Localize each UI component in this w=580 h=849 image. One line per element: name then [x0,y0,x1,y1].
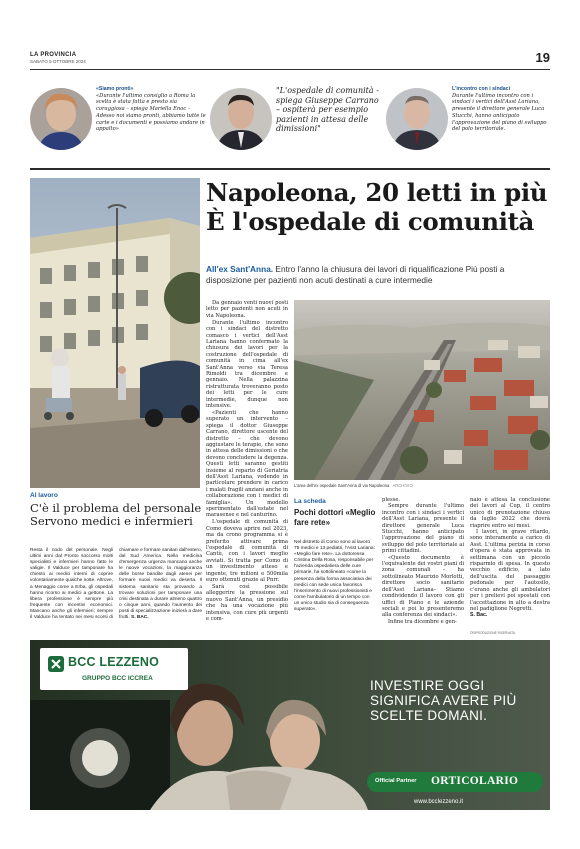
masthead [30,52,550,68]
headline-line-1: Napoleona, 20 letti in più [206,178,548,207]
article-column-1 [206,300,288,623]
sidebar-title: C'è il problema del personale Servono medici e infermieri [30,501,202,528]
paragraph: Sarà così possibile alleggerire la pressione sul nuovo Sant'Anna, un presidio che ha una vocazione più intensiva, con cure più urgenti e com- [206,583,288,622]
copyright-notice: ©RIPRODUZIONE RISERVATA [470,631,515,635]
quote-text: "L'ospedale di comunità - spiega Giuseppe Carrano – ospiterà per esempio pazienti in attesa delle dimissioni" [276,86,379,134]
quote-label: «Siamo pronti» [96,86,134,92]
paragraph: Da gennaio venti nuovi posti letto per pazienti non acuti in via Napoleona. [206,300,288,319]
article-column-3 [382,497,464,625]
caption-text: L'area dell'ex ospedale Sant'Anna di via Napoleona [294,483,390,488]
paragraph: Durante l'ultimo incontro con i sindaci del distretto comasco i vertici dell'Asst Lariana hanno confermato la chiusura dei lavori per la costruzione dell'ospedale di comunità in cima all'ex Sant'Anna verso via Teresa Rimoldi tra dicembre e gennaio. Nella palazzina ristrutturata troveranno posto dei letti per le cure intermedie, dunque non intensive. [206,319,288,409]
quote-text: Durante l'ultimo incontro con i sindaci i vertici dell'Asst Lariana, presente il direttore generale Luca Stucchi, hanno anticipato l'approvazione del piano di sviluppo del polo territoriale. [452,92,547,133]
box-kicker: La scheda [294,498,326,505]
paragraph: L'ospedale di comunità di Como doveva aprire nel 2023, ma da crono programma si è preferito attivare prima l'ospedale di comunità di Cantù, con i lavori meglio avviati. Si tratta per Como di un investimento atteso e ingente, tre milioni e 500mila euro ottenuti grazie al Pnrr. [206,519,288,583]
portrait-photo [386,88,448,150]
headline-line-2: È l'ospedale di comunità [206,207,534,236]
photo-credit: ARCHIVIO [392,483,413,488]
photo-caption [294,483,550,488]
partner-label: Official Partner [375,778,417,784]
box-body: Nel distretto di Como sono al lavoro 75 medici e 13 pediatri, l'Asst Lariana: «Meglio fare rete». La dottoressa Cristina Della Rosa, responsabile per l'azienda ospedaliera delle cure primarie, ha sottolineato «come la presenza della forma associativa dei medici con sede unica favorisca l'inserimento di nuovi professionisti e come l'ambulatorio di un tempo con un unico studio sia di conseguenza superato». [294,540,375,613]
article-column-4 [470,497,550,619]
quote-label: L'incontro con i sindaci [452,86,511,92]
bank-logo [40,648,188,690]
paragraph: Sempre durante l'ultimo incontro con i sindaci i vertici dell'Asst Lariana, presente il direttore generale Luca Stucchi, hanno anticipato l'approvazione del piano di sviluppo del polo territoriale ai primi cittadini. [382,503,464,555]
sidebar-body [30,548,202,621]
sidebar-kicker: Al lavoro [30,492,58,499]
deck-text: Entro l'anno la chiusura dei lavori di riqualificazione Più posti a disposizione per pazienti non acuti destinati a cure intermedie [206,264,505,285]
paragraph: «Pazienti che hanno superato un intervento – spiega il dottor Giuseppe Carrano, direttore uscente del distretto – che devono aggiustare le terapie, che sono in attesa delle dimissioni o che devono concludere la degenza. Questi letti saranno gestiti insieme al reparto di Geriatria dell'Asst Lariana, vedendo in particolare prendere in carico i malati fragili anziani anche in collaborazione con i medici di famiglia». Un modello sperimentato dall'estate nel marasense e nel canturino. [206,409,288,519]
article-headline [206,178,550,236]
article-signature: S. Bac. [470,612,488,619]
top-rule [30,69,550,70]
quote-1 [30,78,206,164]
ad-url[interactable]: www.bcclezzeno.it [414,799,464,805]
paragraph: plesse. [382,497,401,503]
quotes-strip [30,78,550,164]
issue-date: SABATO 5 OTTOBRE 2024 [30,59,86,64]
section-rule [30,168,550,170]
ad-claim: INVESTIRE OGGI SIGNIFICA AVERE PIÙ SCELTE DOMANI. [370,678,517,723]
newspaper-name: LA PROVINCIA [30,52,77,58]
quote-3 [386,78,550,164]
sidebar-text: Resta il nodo del personale. Negli ultimi anni dal Pronto soccorso molti specialisti e infermieri hanno fatto le valigie. Il Valduce per tamponare ha chiesto ai medici interni di coprire volontariamente qualche notte. Altrove, a Menaggio come a Erba, gli ospedali hanno ricorso ai medici a gettone. La libera professione è sempre più frequente con incentivi economici. Mancano anche gli infermieri; sempre il Valduce ha tentato nei mesi scorsi di chiamare e formare sanitari dall'estero, dal Sud America. Nella medicina d'emergenza urgenza mancano anche le nuove vocazioni, la maggioranza delle borse bandite dagli atenei per formare nuovi medici va deserta. Il sistema sanitario sta provando a trovare soluzioni per tamponare una crisi destinata a durare almeno quattro o cinque anni, quando l'aumento dei posti di specializzazione inizierà a dare frutti. [30,548,202,621]
quote-text: «Durante l'ultimo consiglio a Roma la scelta è stata fatta e presto sia coraggiosa – spiega Mariella Enoc – Adesso noi siamo pronti, abbiamo tutte le carte e i documenti e possiamo andare in appalto» [96,92,206,133]
partner-badge [367,772,543,792]
portrait-photo [30,88,92,150]
partner-brand: ORTICOLARIO [431,775,519,787]
bank-logo-icon [48,656,64,672]
paragraph: I lavori, in grave ritardo, sono interamente a carico di Asst. L'ultima perizia in corso d'opera è stata approvata in settimana con un piccolo risparmio di spesa. In questo vecchio edificio, a lato dell'uscita del passaggio pedonale per l'autosilo, c'erano anche gli ambulatori per i prelievi poi spostati con l'accettazione in alto a destra nel padiglione Negretti. [470,529,550,612]
bank-name: BCC LEZZENO [68,655,160,669]
hospital-exterior-photo [30,178,200,488]
quote-2 [210,78,382,164]
paragraph: «Questo documento è l'equivalente dei vostri piani di zona comunali – ha sottolineato Maurizio Morlotti, direttore socio sanitario dell'Asst Lariana– Stiamo condividendo il lavoro con gli uffici di Piano e le aziende sociali e poi lo presenteremo alla conferenza dei sindaci». [382,554,464,619]
portrait-photo [210,88,272,150]
bank-group: GRUPPO BCC ICCREA [82,675,153,682]
bank-advertisement[interactable] [30,640,550,810]
paragraph: naio è attesa la conclusione dei lavori al Cup, il centro unico di prenotazione chiuso da luglio 2022 che dovrà riaprire entro sei mesi. [470,497,550,529]
sidebar-signature: S. BAC. [131,615,149,621]
article-deck [206,264,550,286]
paragraph: Infine tra dicembre e gen- [388,618,457,625]
box-title: Pochi dottori «Meglio fare rete» [294,508,376,527]
aerial-city-photo [294,300,550,480]
page-number: 19 [535,50,550,65]
deck-kicker: All'ex Sant'Anna. [206,264,274,274]
